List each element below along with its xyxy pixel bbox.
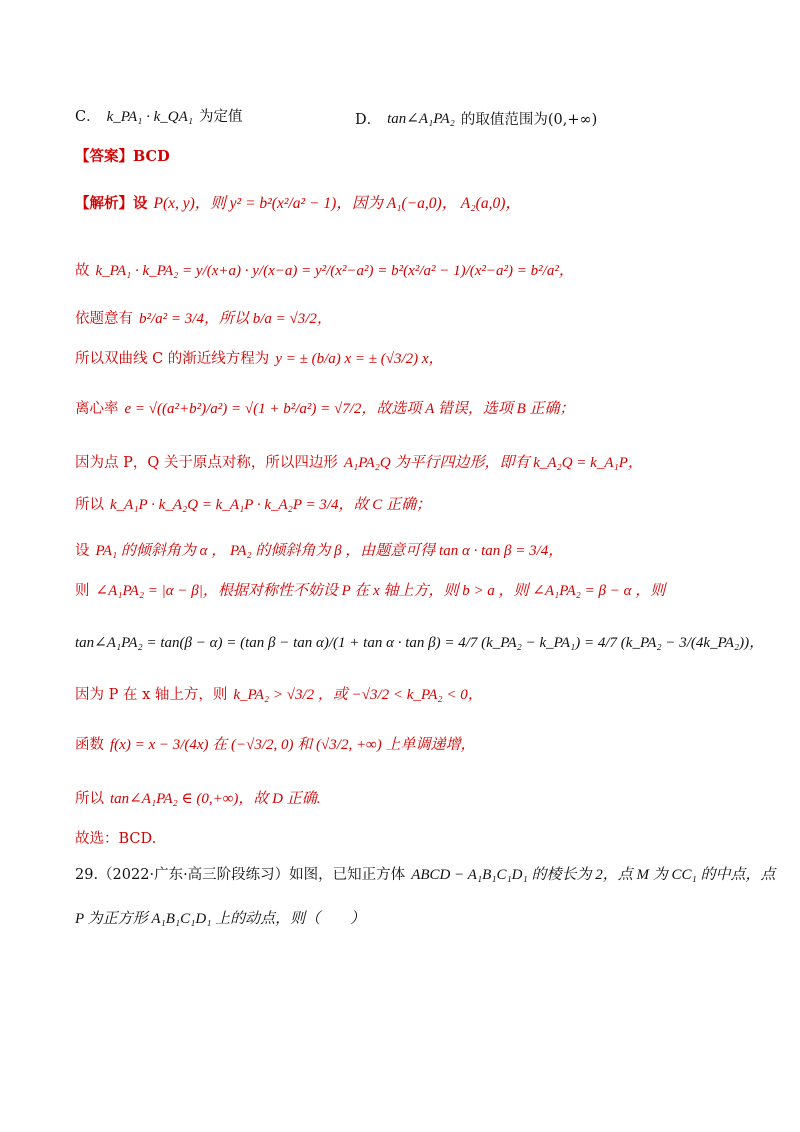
analysis-line-7-text: 所以 xyxy=(75,497,104,514)
option-d-text: 的取值范围为(0,+∞) xyxy=(460,112,598,128)
analysis-line-9 xyxy=(75,582,665,602)
analysis-line-8-math: PA₁ 的倾斜角为 α ， PA₂ 的倾斜角为 β ，由题意可得 tan α · tan β = 3/4， xyxy=(95,543,564,559)
answer-line xyxy=(75,148,170,167)
analysis-line-10-math: tan∠A₁PA₂ = tan(β − α) = (tan β − tan α)/(1 + tan α · tan β) = 4/7 (k_PA₂ − k_PA₁) = 4/7 (k_PA₂ − 3/(4k_PA₂))， xyxy=(75,635,765,651)
analysis-line-11-math: k_PA₂ > √3/2 ，或 −√3/2 < k_PA₂ < 0， xyxy=(233,687,483,703)
analysis-line-2 xyxy=(75,262,574,282)
analysis-line-4 xyxy=(75,350,444,370)
analysis-line-1-math: P(x, y)，则 y² = b²(x²/a² − 1)，因为 A₁(−a,0)， A₂(a,0)， xyxy=(153,195,521,212)
analysis-line-7-math: k_A₁P · k_A₂Q = k_A₁P · k_A₂P = 3/4，故 C 正确； xyxy=(110,497,432,513)
analysis-line-13-text: 所以 xyxy=(75,791,104,808)
conclusion-line xyxy=(75,830,156,849)
analysis-line-13-math: tan∠A₁PA₂ ∈ (0,+∞)，故 D 正确. xyxy=(110,791,321,807)
analysis-line-3-math: b²/a² = 3/4，所以 b/a = √3/2， xyxy=(139,311,332,327)
analysis-line-9-text: 则 xyxy=(75,583,90,600)
analysis-line-6-text: 因为点 P，Q 关于原点对称，所以四边形 xyxy=(75,455,338,472)
analysis-line-2-math: k_PA₁ · k_PA₂ = y/(x+a) · y/(x−a) = y²/(x²−a²) = b²(x²/a² − 1)/(x²−a²) = b²/a²， xyxy=(95,263,574,279)
analysis-line-8-text: 设 xyxy=(75,543,90,560)
analysis-line-1 xyxy=(75,194,521,214)
option-d xyxy=(355,108,597,129)
option-c-label: C． xyxy=(75,109,101,126)
analysis-line-4-text: 所以双曲线 C 的渐近线方程为 xyxy=(75,351,270,368)
option-d-math: tan∠A₁PA₂ xyxy=(387,111,455,127)
analysis-line-9-math: ∠A₁PA₂ = |α − β|，根据对称性不妨设 P 在 x 轴上方，则 b > a ，则 ∠A₁PA₂ = β − α ，则 xyxy=(95,583,666,599)
analysis-line-8 xyxy=(75,542,563,562)
question-29-number-source: 29.（2022·广东·高三阶段练习）如图，已知正方体 xyxy=(75,867,406,884)
analysis-line-12-text: 函数 xyxy=(75,737,104,754)
analysis-line-3-text: 依题意有 xyxy=(75,311,133,328)
analysis-line-5-text: 离心率 xyxy=(75,401,119,418)
question-29-line-2-math: P 为正方形 A₁B₁C₁D₁ 上的动点，则（ ） xyxy=(75,911,366,927)
analysis-line-11-text: 因为 P 在 x 轴上方，则 xyxy=(75,687,228,704)
analysis-line-13 xyxy=(75,790,320,810)
analysis-line-12 xyxy=(75,736,476,756)
option-d-label: D． xyxy=(355,112,382,128)
analysis-line-5-math: e = √((a²+b²)/a²) = √(1 + b²/a²) = √7/2，故选项 A 错误，选项 B 正确； xyxy=(124,401,575,417)
answer-text: 【答案】BCD xyxy=(75,148,170,165)
conclusion-text: 故选：BCD. xyxy=(75,831,157,847)
analysis-line-6 xyxy=(75,454,643,474)
analysis-line-3 xyxy=(75,310,332,330)
question-29-line-1 xyxy=(75,866,775,886)
analysis-line-12-math: f(x) = x − 3/(4x) 在 (−√3/2, 0) 和 (√3/2, +∞) 上单调递增， xyxy=(110,737,476,753)
analysis-line-4-math: y = ± (b/a) x = ± (√3/2) x， xyxy=(275,351,444,367)
option-c xyxy=(75,108,243,128)
question-29-line-2 xyxy=(75,910,365,930)
analysis-line-5 xyxy=(75,400,574,420)
analysis-heading: 【解析】设 xyxy=(75,194,148,212)
analysis-line-10 xyxy=(75,634,764,654)
analysis-line-2-text: 故 xyxy=(75,263,90,280)
analysis-line-6-math: A₁PA₂Q 为平行四边形，即有 k_A₂Q = k_A₁P， xyxy=(343,455,643,471)
analysis-line-11 xyxy=(75,686,483,706)
option-c-text: 为定值 xyxy=(199,109,243,126)
analysis-line-7 xyxy=(75,496,431,516)
question-29-line-1-math: ABCD − A₁B₁C₁D₁ 的棱长为 2，点 M 为 CC₁ 的中点，点 xyxy=(411,867,776,883)
option-c-math: k_PA₁ · k_QA₁ xyxy=(106,109,193,125)
